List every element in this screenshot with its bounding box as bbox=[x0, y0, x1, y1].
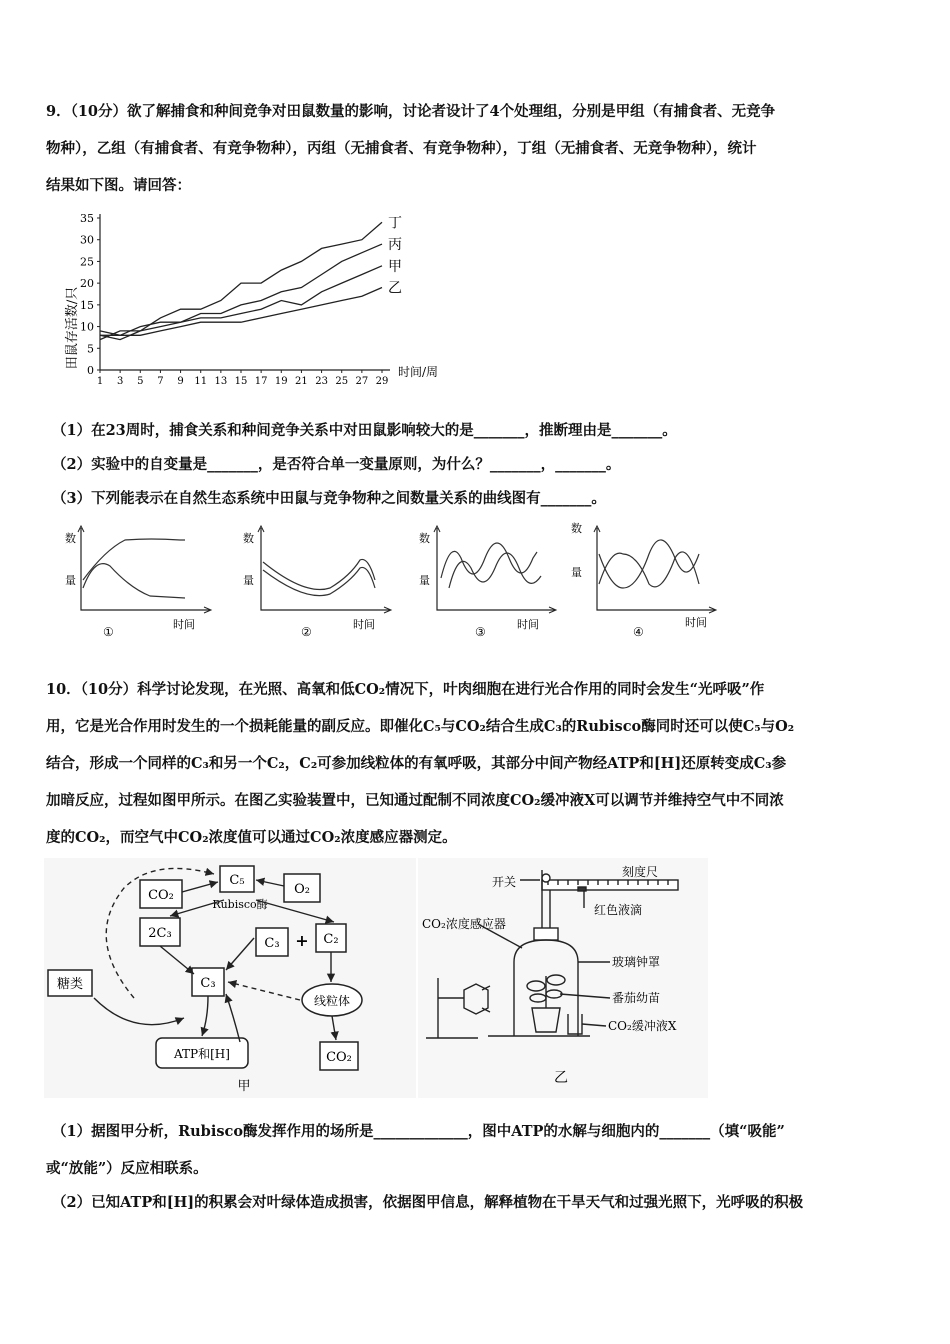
y-tick-label: 10 bbox=[80, 320, 94, 334]
graph2-number: ② bbox=[301, 625, 312, 639]
series-line-4 bbox=[100, 288, 382, 336]
x-tick-label: 27 bbox=[355, 376, 369, 387]
x-tick-label: 7 bbox=[157, 376, 164, 387]
graph1-xlabel: 时间 bbox=[173, 618, 195, 631]
graph1-curve-a bbox=[83, 539, 185, 580]
graph4-xlabel: 时间 bbox=[685, 616, 707, 629]
q9-sub3: （3）下列能表示在自然生态系统中田鼠与竞争物种之间数量关系的曲线图有_______。 bbox=[52, 490, 606, 507]
two-c3-label: 2C₃ bbox=[148, 926, 172, 941]
sugar-label: 糖类 bbox=[56, 977, 84, 992]
o2-label: O₂ bbox=[294, 882, 310, 897]
buffer-label: CO₂缓冲液X bbox=[608, 1019, 677, 1033]
population-line-chart bbox=[60, 208, 460, 388]
q9-line3: 结果如下图。请回答： bbox=[46, 177, 191, 194]
x-tick-label: 11 bbox=[194, 376, 208, 387]
series-label-4: 乙 bbox=[388, 280, 402, 297]
x-tick-label: 5 bbox=[137, 376, 144, 387]
small-graphs bbox=[55, 518, 735, 648]
rubisco-label: Rubisco酶 bbox=[212, 898, 268, 911]
co2-out-label: CO₂ bbox=[326, 1050, 352, 1065]
y-tick-label: 5 bbox=[87, 342, 94, 356]
switch-label: 开关 bbox=[492, 875, 517, 889]
q10-sub1a: （1）据图甲分析，Rubisco酶发挥作用的场所是_____________，图中ATP的水解与细胞内的_______（填“吸能” bbox=[52, 1123, 785, 1140]
bell-label: 玻璃钟罩 bbox=[612, 955, 661, 969]
graph1-ylabel1: 数 bbox=[65, 532, 76, 545]
chart-xlabel: 时间/周 bbox=[398, 365, 439, 379]
q10-line5: 度的CO₂，而空气中CO₂浓度值可以通过CO₂浓度感应器测定。 bbox=[46, 829, 457, 846]
figure-jia-photorespiration bbox=[44, 858, 416, 1098]
c3-left-label: C₃ bbox=[200, 976, 216, 991]
y-tick-label: 30 bbox=[80, 233, 94, 247]
graph3-ylabel2: 量 bbox=[419, 574, 430, 587]
c5-label: C₅ bbox=[229, 873, 245, 888]
x-tick-label: 25 bbox=[335, 376, 349, 387]
y-tick-label: 15 bbox=[80, 298, 94, 312]
x-tick-label: 29 bbox=[375, 376, 389, 387]
small-graph-1 bbox=[65, 526, 211, 639]
series-line-3 bbox=[100, 266, 382, 340]
y-tick-label: 20 bbox=[80, 277, 94, 291]
series-label-2: 丙 bbox=[388, 237, 402, 254]
co2-label: CO₂ bbox=[148, 888, 174, 903]
graph3-curve-a bbox=[441, 543, 537, 578]
y-tick-label: 25 bbox=[80, 255, 94, 269]
graph2-curve-b bbox=[263, 567, 375, 595]
plus-label: + bbox=[295, 931, 309, 950]
graph4-ylabel1: 数 bbox=[571, 522, 582, 535]
yi-caption: 乙 bbox=[554, 1070, 568, 1086]
graph3-curve-b bbox=[449, 553, 541, 588]
graph2-ylabel2: 量 bbox=[243, 574, 254, 587]
x-tick-label: 23 bbox=[315, 376, 328, 387]
graph2-xlabel: 时间 bbox=[353, 618, 375, 631]
c2-label: C₂ bbox=[323, 932, 339, 947]
y-tick-label: 0 bbox=[87, 364, 94, 377]
series-label-3: 甲 bbox=[388, 258, 402, 275]
q10-line2: 用，它是光合作用时发生的一个损耗能量的副反应。即催化C₅与CO₂结合生成C₃的Rubisco酶同时还可以使C₅与O₂ bbox=[46, 718, 795, 735]
c3-top-label: C₃ bbox=[264, 936, 280, 951]
graph4-curve-b bbox=[599, 552, 699, 587]
x-tick-label: 17 bbox=[254, 376, 268, 387]
graph1-curve-b bbox=[83, 564, 185, 598]
chart-series-labels bbox=[388, 215, 402, 296]
sensor-label: CO₂浓度感应器 bbox=[422, 917, 506, 931]
graph3-ylabel1: 数 bbox=[419, 532, 430, 545]
jia-caption: 甲 bbox=[237, 1079, 251, 1094]
figure-yi-apparatus bbox=[418, 858, 708, 1098]
graph4-number: ④ bbox=[633, 625, 644, 639]
small-graph-4 bbox=[571, 521, 716, 639]
x-tick-label: 1 bbox=[96, 376, 104, 387]
graph1-ylabel2: 量 bbox=[65, 574, 76, 587]
q10-line1: 10．（10分）科学讨论发现，在光照、高氧和低CO₂情况下，叶肉细胞在进行光合作用的同时会发生“光呼吸”作 bbox=[46, 681, 765, 698]
q9-sub2: （2）实验中的自变量是_______，是否符合单一变量原则，为什么？_______，_______。 bbox=[52, 456, 621, 473]
small-graph-3 bbox=[419, 526, 556, 639]
x-tick-label: 19 bbox=[274, 376, 288, 387]
ruler-label: 刻度尺 bbox=[622, 865, 659, 879]
y-tick-label: 35 bbox=[80, 212, 94, 225]
chart-lines bbox=[100, 222, 382, 339]
chart-ylabel: 田鼠存活数/只 bbox=[65, 286, 80, 370]
x-tick-label: 21 bbox=[295, 376, 308, 387]
graph2-curve-a bbox=[263, 559, 375, 589]
graph4-ylabel2: 量 bbox=[571, 566, 582, 579]
q9-sub1: （1）在23周时，捕食关系和种间竞争关系中对田鼠影响较大的是_______，推断理由是_______。 bbox=[52, 422, 677, 439]
graph2-ylabel1: 数 bbox=[243, 532, 254, 545]
mito-label: 线粒体 bbox=[313, 994, 351, 1008]
q10-line3: 结合，形成一个同样的C₃和另一个C₂，C₂可参加线粒体的有氧呼吸，其部分中间产物经ATP和[H]还原转变成C₃参 bbox=[46, 755, 787, 772]
graph1-number: ① bbox=[103, 625, 114, 639]
graph3-xlabel: 时间 bbox=[517, 618, 539, 631]
graph3-number: ③ bbox=[475, 625, 486, 639]
q10-line4: 加暗反应，过程如图甲所示。在图乙实验装置中，已知通过配制不同浓度CO₂缓冲液X可以调节并维持空气中不同浓 bbox=[46, 792, 784, 809]
series-label-1: 丁 bbox=[388, 215, 402, 232]
chart-axis-lines bbox=[100, 214, 390, 370]
q10-sub1b: 或“放能”）反应相联系。 bbox=[46, 1160, 208, 1177]
droplet-label: 红色液滴 bbox=[594, 903, 643, 917]
q9-line1: 9．（10分）欲了解捕食和种间竞争对田鼠数量的影响，讨论者设计了4个处理组，分别是甲组（有捕食者、无竞争 bbox=[46, 103, 776, 120]
small-graph-2 bbox=[243, 526, 391, 639]
q9-line2: 物种），乙组（有捕食者、有竞争物种），丙组（无捕食者、有竞争物种），丁组（无捕食者、无竞争物种），统计 bbox=[46, 140, 757, 157]
graph4-curve-a bbox=[599, 540, 699, 588]
seedling-label: 番茄幼苗 bbox=[612, 991, 661, 1005]
q10-sub2: （2）已知ATP和[H]的积累会对叶绿体造成损害，依据图甲信息，解释植物在干旱天气和过强光照下，光呼吸的积极 bbox=[52, 1194, 804, 1211]
atp-label: ATP和[H] bbox=[174, 1047, 230, 1061]
x-tick-label: 13 bbox=[214, 376, 228, 387]
x-tick-label: 9 bbox=[177, 376, 184, 387]
x-tick-label: 3 bbox=[116, 376, 124, 387]
x-tick-label: 15 bbox=[234, 376, 248, 387]
